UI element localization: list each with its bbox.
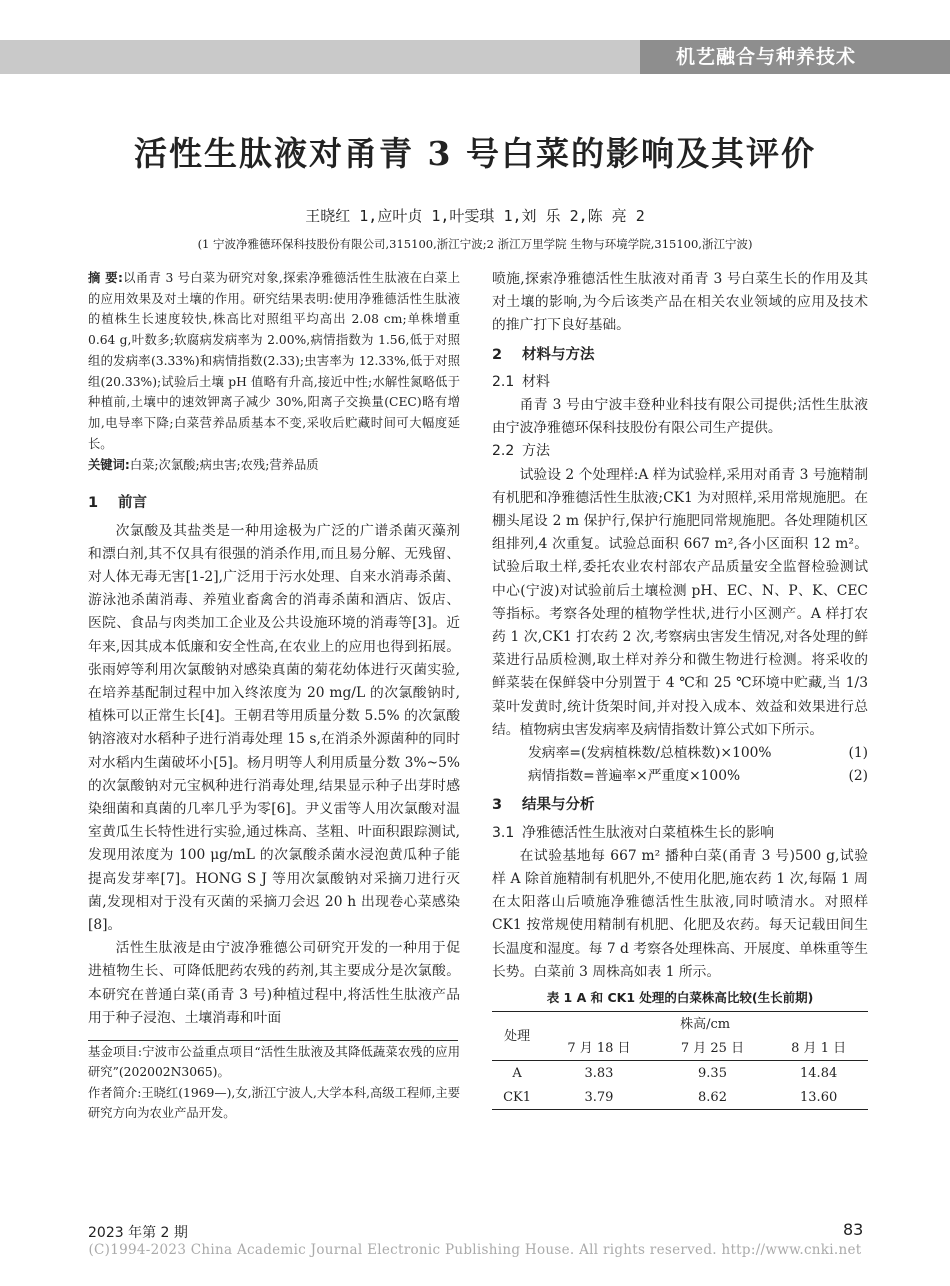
authors: 王晓红 1,应叶贞 1,叶雯琪 1,刘 乐 2,陈 亮 2 [305, 207, 645, 225]
table-cell: 3.79 [542, 1085, 656, 1110]
equation-2: 病情指数=普遍率×严重度×100% (2) [528, 768, 868, 785]
table-header-treatment: 处理 [492, 1012, 542, 1061]
results-paragraph: 在试验基地每 667 m² 播种白菜(甬青 3 号)500 g,试验样 A 除首施精制有机肥外,不使用化肥,施农药 1 次,每隔 1 周在太阳落山后喷施净雅德活性生肽液,同时喷清水。对照样 CK1 按常规使用精制有机肥、化肥及农药。每天记载田间生长温度和湿度。每 7 d 考察各处理株高、开展度、单株重等生长势。白菜前 3 周株高如表 1 所示。 [492, 847, 868, 980]
table-cell: 9.35 [698, 1065, 727, 1081]
section-heading-1: 1 前言 [88, 495, 147, 512]
materials-paragraph: 甬青 3 号由宁波丰登种业科技有限公司提供;活性生肽液由宁波净雅德环保科技股份有限公司生产提供。 [492, 397, 868, 437]
section-heading-3: 3 结果与分析 [492, 797, 595, 814]
intro-paragraph-1: 次氯酸及其盐类是一种用途极为广泛的广谱杀菌灭藻剂和漂白剂,其不仅具有很强的消杀作用,而且易分解、无残留、对人体无毒无害[1-2],广泛用于污水处理、自来水消毒杀菌、游泳池杀菌消毒、养殖业畜禽舍的消毒杀菌和酒店、饭店、医院、食品与肉类加工企业及公共设施环境的消毒等[3]。近年来,因其成本低廉和安全性高,在农业上的应用也得到拓展。张雨婷等利用次氯酸钠对感染真菌的菊花幼体进行灭菌实验,在培养基配制过程中加入终浓度为 20 mg/L 的次氯酸钠时,植株可以正常生长[4]。王朝君等用质量分数 5.5% 的次氯酸钠溶液对水稻种子进行消毒处理 15 s,在消杀外源菌种的同时对水稻内生菌破坏小[5]。杨月明等人利用质量分数 3%~5% 的次氯酸钠对元宝枫种进行消毒处理,结果显示种子出芽时感染细菌和真菌的几率几乎为零[6]。尹义雷等人用次氯酸对温室黄瓜生长特性进行实验,通过株高、茎粗、叶面积跟踪测试,发现用浓度为 100 μg/mL 的次氯酸杀菌水浸泡黄瓜种子能提高发芽率[7]。HONG S J 等用次氯酸钠对采摘刀进行灭菌,发现相对于没有灭菌的采摘刀会迟 20 h 出现卷心菜感染[8]。 [88, 522, 460, 933]
issue-label: 2023 年第 2 期 [88, 1225, 188, 1241]
subsection-heading-2-2: 2.2 方法 [492, 443, 550, 460]
abstract [88, 268, 460, 454]
methods-paragraph: 试验设 2 个处理样:A 样为试验样,采用对甬青 3 号施精制有机肥和净雅德活性生肽液;CK1 为对照样,采用常规施肥。在棚头尾设 2 m 保护行,保护行施肥同常规施肥。各处理随机区组排列,4 次重复。试验总面积 667 m²,各小区面积 12 m²。试验后取土样,委托农业农村部农产品质量安全监督检验测试中心(宁波)对试验前后土壤检测 pH、EC、N、P、K、CEC 等指标。考察各处理的植物学性状,进行小区测产。A 样打农药 1 次,CK1 打农药 2 次,考察病虫害发生情况,对各处理的鲜菜进行品质检测,取土样对养分和微生物进行检测。将采收的鲜菜装在保鲜袋中分别置于 4 ℃和 25 ℃环境中贮藏,当 1/3 菜叶发黄时,统计货架时间,并对投入成本、效益和效果进行总结。植物病虫害发病率及病情指数计算公式如下所示。 [492, 466, 868, 738]
table-row [492, 1061, 868, 1086]
table-cell: 8.62 [656, 1085, 770, 1110]
table-header-date: 7 月 18 日 [542, 1036, 656, 1061]
right-column [492, 268, 868, 1110]
table-cell: 14.84 [800, 1065, 838, 1081]
table-row [492, 1085, 868, 1110]
intro-continuation: 喷施,探索净雅德活性生肽液对甬青 3 号白菜生长的作用及其对土壤的影响,为今后该类产品在相关农业领域的应用及技术的推广打下良好基础。 [492, 271, 868, 334]
intro-paragraph-2: 活性生肽液是由宁波净雅德公司研究开发的一种用于促进植物生长、可降低肥药农残的药剂,其主要成分是次氯酸。本研究在普通白菜(甬青 3 号)种植过程中,将活性生肽液产品用于种子浸泡、土壤消毒和叶面 [88, 940, 460, 1026]
table-cell: 13.60 [769, 1085, 868, 1110]
table-header-date: 7 月 25 日 [656, 1036, 770, 1061]
keywords [88, 454, 460, 476]
table-cell: CK1 [492, 1085, 542, 1110]
table-cell: A [512, 1065, 522, 1081]
abstract-label: 摘 要: [88, 271, 123, 285]
subsection-heading-3-1: 3.1 净雅德活性生肽液对白菜植株生长的影响 [492, 824, 774, 841]
abstract-text: 以甬青 3 号白菜为研究对象,探索净雅德活性生肽液在白菜上的应用效果及对土壤的作用。研究结果表明:使用净雅德活性生肽液的植株生长速度较快,株高比对照组平均高出 2.08 cm;单株增重 0.64 g,叶数多;软腐病发病率为 2.00%,病情指数为 1.56,低于对照组的发病率(3.33%)和病情指数(2.33);虫害率为 12.33%,低于对照组(20.33%);试验后土壤 pH 值略有升高,接近中性;水解性氮略低于种植前,土壤中的速效钾离子减少 30%,阳离子交换量(CEC)略有增加,电导率下降;白菜营养品质基本不变,采收后贮藏时间可大幅度延长。 [88, 271, 460, 451]
footnote-divider [88, 1040, 458, 1041]
section-heading-2: 2 材料与方法 [492, 346, 595, 363]
section-tab: 机艺融合与种养技术 [640, 40, 950, 74]
article-title: 活性生肽液对甬青 3 号白菜的影响及其评价 [134, 134, 816, 173]
author-note: 作者简介:王晓红(1969—),女,浙江宁波人,大学本科,高级工程师,主要研究方向为农业产品开发。 [88, 1086, 460, 1120]
fund-note: 基金项目:宁波市公益重点项目“活性生肽液及其降低蔬菜农残的应用研究”(202002N3065)。 [88, 1045, 460, 1079]
left-column [88, 268, 460, 1123]
table-caption: 表 1 A 和 CK1 处理的白菜株高比较(生长前期) [546, 990, 814, 1006]
affiliation: (1 宁波净雅德环保科技股份有限公司,315100,浙江宁波;2 浙江万里学院 生物与环境学院,315100,浙江宁波) [197, 237, 753, 251]
table-header-group: 株高/cm [542, 1012, 868, 1037]
copyright-notice: (C)1994-2023 China Academic Journal Electronic Publishing House. All rights reserved. http://www.cnki.net [88, 1242, 862, 1258]
keywords-label: 关键词: [88, 458, 130, 473]
keywords-text: 白菜;次氯酸;病虫害;农残;营养品质 [129, 458, 319, 473]
table-header-date: 8 月 1 日 [769, 1036, 868, 1061]
equation-1: 发病率=(发病植株数/总植株数)×100% (1) [528, 745, 868, 762]
table-cell: 3.83 [584, 1065, 614, 1081]
page-number: 83 [843, 1220, 864, 1239]
data-table [492, 1011, 868, 1110]
subsection-heading-2-1: 2.1 材料 [492, 373, 550, 390]
